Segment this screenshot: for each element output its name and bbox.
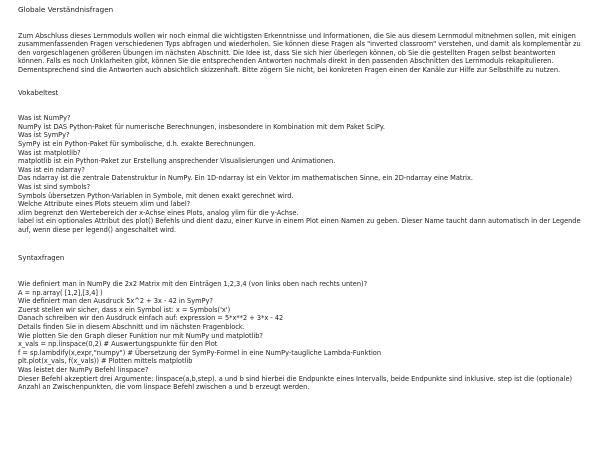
vocab-line: Was ist ein ndarray? — [18, 165, 85, 174]
vocab-line: Was ist SymPy? — [18, 131, 70, 140]
syntax-list — [18, 280, 582, 392]
syntax-line: Was leistet der NumPy Befehl linspace? — [18, 366, 149, 374]
vocab-line: xlim begrenzt den Wertebereich der x-Achse eines Plots, analog ylim für die y-Achse. — [18, 208, 299, 217]
syntax-line: Danach schreiben wir den Ausdruck einfach auf: expression = 5*x**2 + 3*x - 42 — [18, 314, 284, 323]
vocab-line: SymPy ist ein Python-Paket für symbolische, d.h. exakte Berechnungen. — [18, 139, 256, 148]
syntax-line: plt.plot(x_vals, f(x_vals)) # Plotten mittels matplotlib — [18, 357, 193, 366]
syntax-line: A = np.array( [1,2],[3,4] ) — [18, 288, 103, 297]
page-title: Globale Verständnisfragen — [18, 5, 114, 14]
vocab-line: matplotlib ist ein Python-Paket zur Erstellung ansprechender Visualisierungen und Animationen. — [18, 157, 336, 166]
vocab-line: Das ndarray ist die zentrale Datenstruktur in NumPy. Ein 1D-ndarray ist ein Vektor im mathematischen Sinne, ein 2D-ndarray eine Matrix. — [18, 174, 473, 183]
intro-paragraph: Zum Abschluss dieses Lernmoduls wollen wir noch einmal die wichtigsten Erkenntnisse und Informationen, die Sie aus diesem Lernmodul mitnehmen sollen, mit einigen zusammenfassenden Fragen verschiedenen Typs abfragen und wiederholen. Sie können diese Fragen als "inverted classroom" verstehen, und damit als komplementär zu den vorgeschlagenen größeren Übungen im nächsten Abschnitt. Die Idee ist, dass Sie sich hier überlegen können, ob Sie die gestellten Fragen selbst beantworten können. Falls es noch Unklarheiten gibt, können Sie die entsprechenden Antworten nochmals direkt in den passenden Abschnitten des Lernmoduls rekapitulieren. Dementsprechend sind die Antworten auch absichtlich skizzenhaft. Bitte zögern Sie nicht, bei konkreten Fragen einen der Kanäle zur Hilfe zur Selbsthilfe zu nutzen. — [18, 31, 581, 74]
vocab-list — [18, 114, 582, 234]
vocab-line: NumPy ist DAS Python-Paket für numerische Berechnungen, insbesondere in Kombination mit dem Paket SciPy. — [18, 122, 385, 131]
syntax-line: Dieser Befehl akzeptiert drei Argumente: linspace(a,b,step). a und b sind hierbei die Endpunkte eines Intervalls, beide Endpunkte sind inklusive. step ist die (optionale) Anzahl an Zwischenpunkten, die vom linspace Befehl zwischen a und b erzeugt werden. — [18, 374, 573, 392]
vocab-line: label ist ein optionales Attribut des plot() Befehls und dient dazu, einer Kurve in einem Plot einen Namen zu geben. Dieser Name taucht dann automatisch in der Legende auf, wenn diese per legend() angeschaltet wird. — [18, 217, 581, 234]
vocab-line: Symbols übersetzen Python-Variablen in Symbole, mit denen exakt gerechnet wird. — [18, 191, 294, 200]
syntax-line: Wie definiert man in NumPy die 2x2 Matrix mit den Einträgen 1,2,3,4 (von links oben nach rechts unten)? — [18, 280, 368, 289]
vocab-line: Was ist sind symbols? — [18, 182, 91, 191]
vocab-line: Was ist matplotlib? — [18, 148, 81, 157]
syntax-line: Details finden Sie in diesem Abschnitt und im nächsten Fragenblock. — [18, 323, 245, 332]
vocab-heading: Vokabeltest — [18, 88, 59, 97]
syntax-line: Wie definiert man den Ausdruck 5x^2 + 3x - 42 in SymPy? — [18, 297, 213, 306]
syntax-heading: Syntaxfragen — [18, 254, 65, 263]
vocab-line: Welche Attribute eines Plots steuern xlim und label? — [18, 200, 191, 209]
section-spacer — [18, 234, 582, 254]
syntax-line: Wie plotten Sie den Graph dieser Funktion nur mit NumPy und matplotlib? — [18, 331, 263, 340]
syntax-line: x_vals = np.linspace(0,2) # Auswertungspunkte für den Plot — [18, 340, 218, 349]
vocab-line: Was ist NumPy? — [18, 114, 71, 123]
syntax-line: f = sp.lambdify(x,expr,"numpy") # Übersetzung der SymPy-Formel in eine NumPy-taugliche Lambda-Funktion — [18, 348, 382, 357]
syntax-line: Zuerst stellen wir sicher, dass x ein Symbol ist: x = Symbols('x') — [18, 305, 231, 314]
